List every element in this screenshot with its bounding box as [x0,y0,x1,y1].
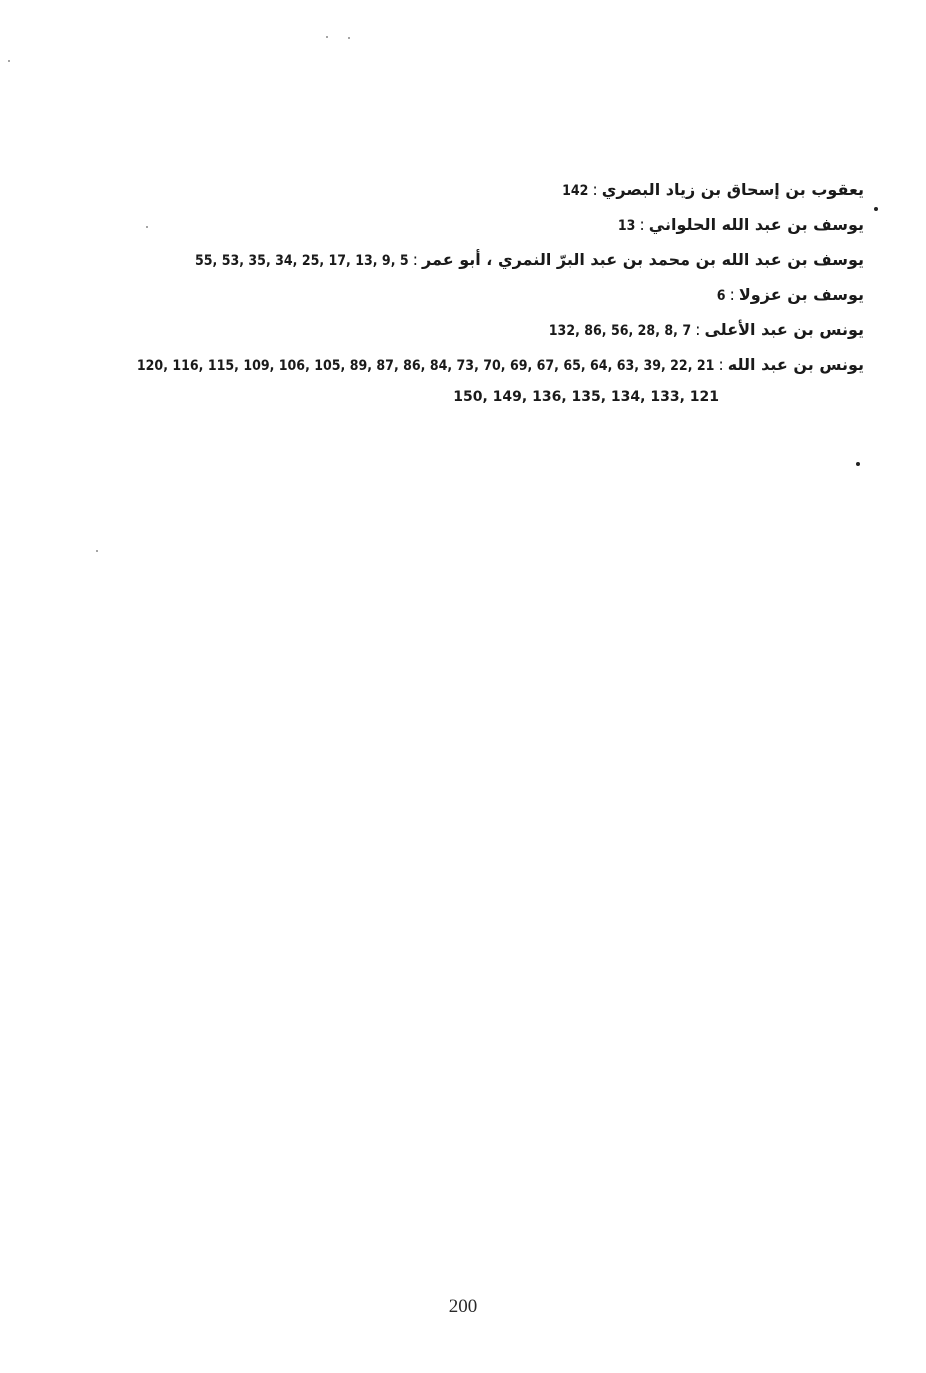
entry-separator: : [718,355,724,374]
index-entries [74,172,864,412]
bullet-dot [856,462,860,466]
page-number: 200 [448,1296,478,1317]
entry-pages: 142 [562,183,589,199]
bullet-dot [874,207,878,211]
entry-pages: 6 [716,288,726,304]
entry-name: يونس بن عبد الأعلى [704,320,864,339]
entry-separator: : [412,250,419,269]
entry-name: يوسف بن عبد الله الحلواني [648,215,864,234]
entry-separator: : [729,285,735,304]
scan-speck [8,60,10,62]
entry-pages: 21 ,22 ,39 ,63 ,64 ,65 ,67 ,69 ,70 ,73 ,84 ,86 ,87 ,89 ,105 ,106 ,109 ,115 ,116 ,120 [136,358,715,374]
scan-speck [96,550,98,552]
entry-pages: 13 [617,218,636,234]
index-entry [74,312,864,347]
index-entry [74,347,864,382]
index-entry [74,207,864,242]
entry-pages-continuation: 150, 149, 136, 135, 134, 133, 121 [453,389,719,405]
entry-separator: : [639,215,645,234]
entry-name: يونس بن عبد الله [727,355,864,374]
entry-name: يعقوب بن إسحاق بن زياد البصري [601,180,864,199]
entry-name: يوسف بن عبد الله بن محمد بن عبد البرّ النمري ، أبو عمر [422,250,864,269]
entry-pages: 5 ,9 ,13 ,17 ,25 ,34 ,35 ,53 ,55 [195,253,409,269]
entry-separator: : [695,320,701,339]
entry-pages: 7 ,8 ,28 ,56 ,86 ,132 [548,323,692,339]
index-entry [74,277,864,312]
entry-name: يوسف بن عزولا [738,285,864,304]
index-entry [74,172,864,207]
scan-speck [326,36,328,38]
index-entry [74,242,864,277]
entry-separator: : [592,180,598,199]
scan-speck [348,37,350,39]
